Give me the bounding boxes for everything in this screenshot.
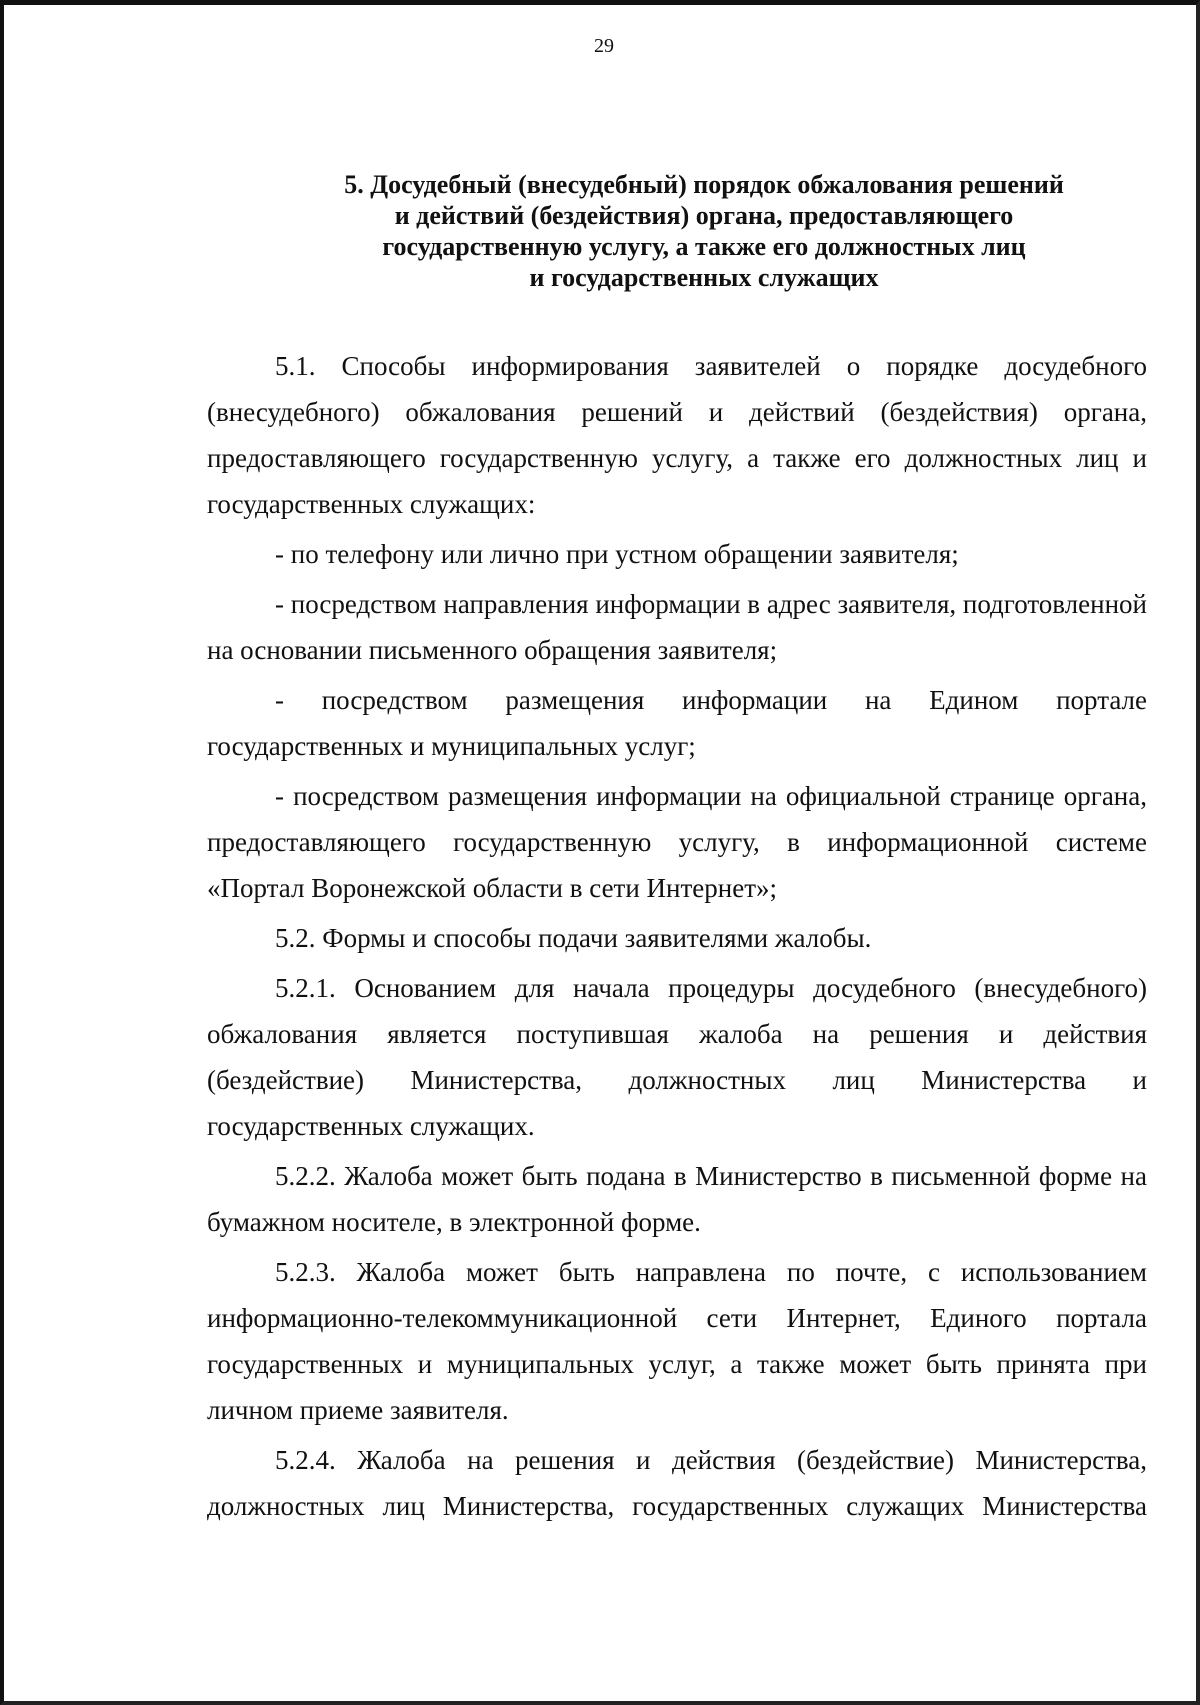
paragraph-5-2-4: 5.2.4. Жалоба на решения и действия (бездействие) Министерства, должностных лиц Министерства, государственных служащих Министерства [207,1445,1147,1521]
paragraph-5-2-1: 5.2.1. Основанием для начала процедуры досудебного (внесудебного) обжалования является поступившая жалоба на решения и действия (бездействие) Министерства, должностных лиц Министерства и государственных служащих. [207,973,1147,1141]
heading-line: и действий (бездействия) органа, предоставляющего [394,201,1014,230]
list-item-official-page: - посредством размещения информации на официальной странице органа, предоставляющего государственную услугу, в информационной системе «Портал Воронежской области в сети Интернет»; [207,781,1147,903]
heading-line: 5. Досудебный (внесудебный) порядок обжалования решений [344,170,1064,199]
heading-line: и государственных служащих [529,263,879,292]
paragraph-5-2: 5.2. Формы и способы подачи заявителями жалобы. [275,923,872,953]
list-item-phone: - по телефону или лично при устном обращении заявителя; [275,539,959,569]
list-item-address: - посредством направления информации в адрес заявителя, подготовленной на основании письменного обращения заявителя; [207,589,1147,665]
page-number: 29 [594,35,614,57]
heading-line: государственную услугу, а также его должностных лиц [382,232,1026,261]
document-body [207,343,1147,1529]
paragraph-5-2-3: 5.2.3. Жалоба может быть направлена по почте, с использованием информационно-телекоммуникационной сети Интернет, Единого портала государственных и муниципальных услуг, а также может быть принята при личном приеме заявителя. [207,1257,1147,1425]
list-item-portal: - посредством размещения информации на Едином портале государственных и муниципальных услуг; [207,685,1147,761]
paragraph-5-1: 5.1. Способы информирования заявителей о порядке досудебного (внесудебного) обжалования решений и действий (бездействия) органа, предоставляющего государственную услугу, а также его должностных лиц и государственных служащих: [207,351,1147,519]
paragraph-5-2-2: 5.2.2. Жалоба может быть подана в Министерство в письменной форме на бумажном носителе, в электронной форме. [207,1161,1147,1237]
section-heading [294,169,1114,293]
